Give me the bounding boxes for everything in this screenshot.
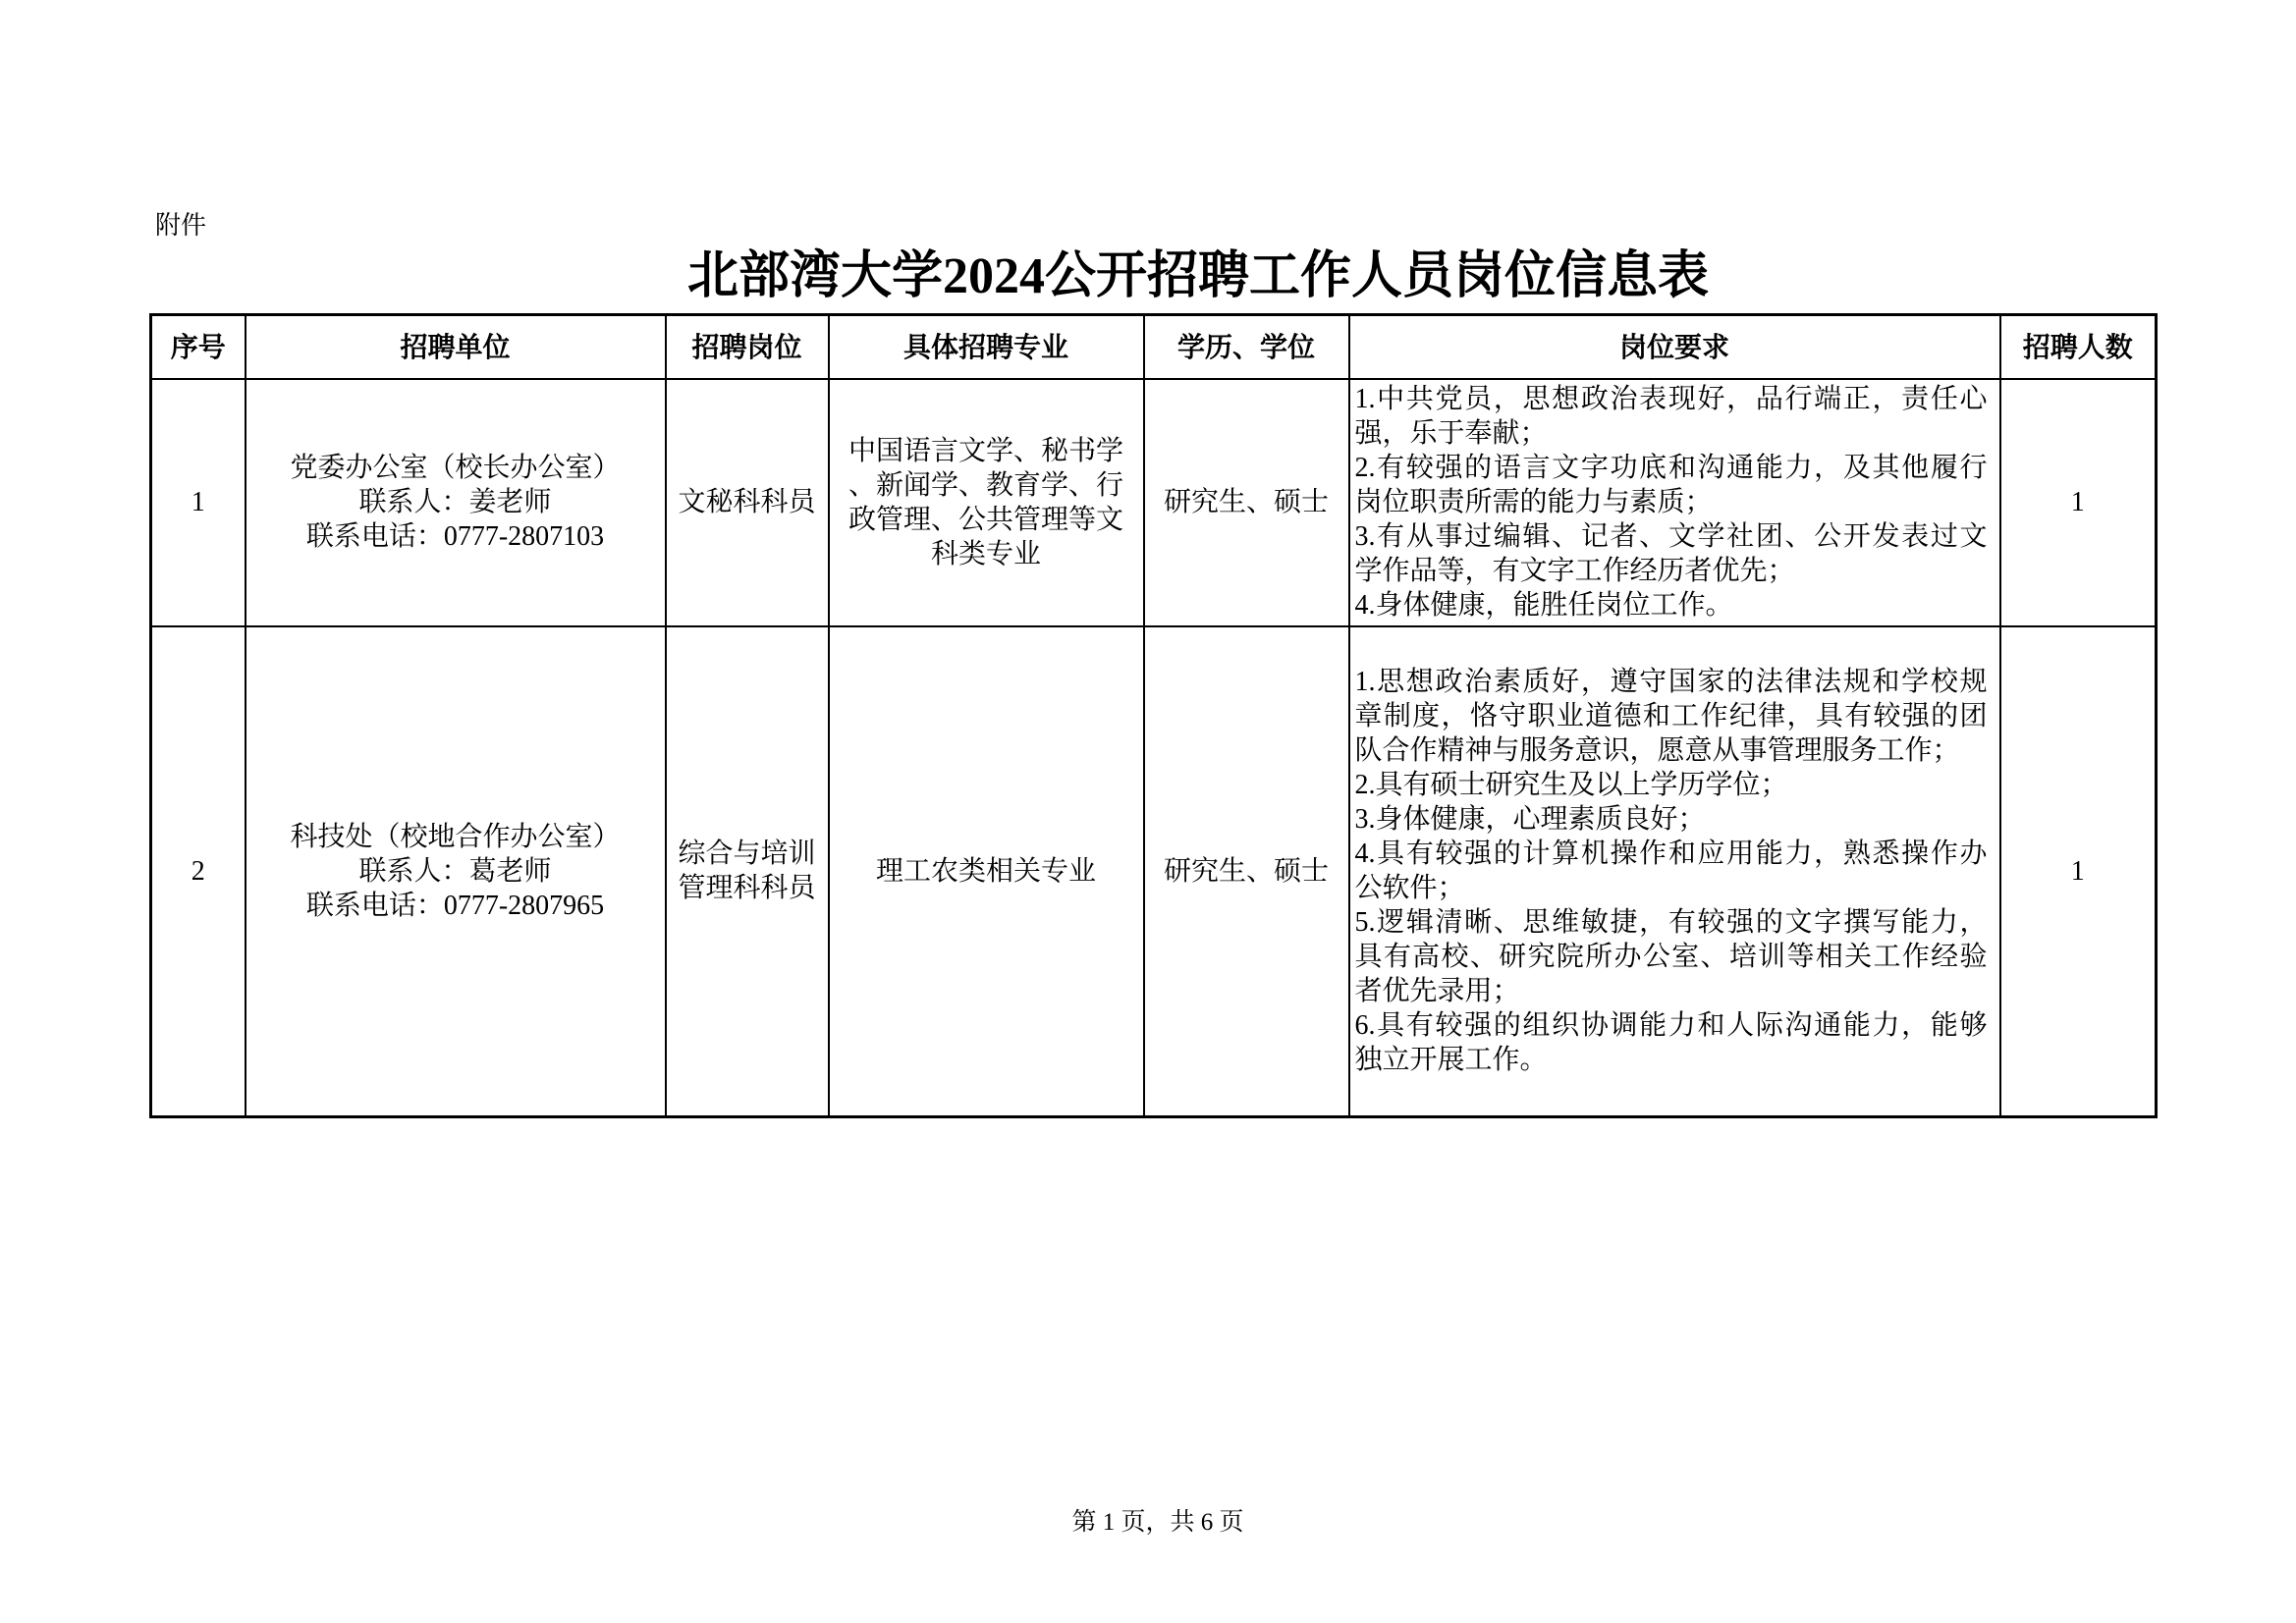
cell-count: 1: [2000, 379, 2157, 626]
major-line: 、新闻学、教育学、行: [847, 469, 1123, 501]
cell-unit: [246, 379, 666, 626]
position-line: 文秘科科员: [678, 487, 816, 517]
requirement-line: 1.思想政治素质好，遵守国家的法律法规和学校规: [1354, 667, 1988, 698]
contact-phone: 联系电话：0777-2807103: [305, 521, 605, 552]
requirement-line: 3.身体健康，心理素质良好；: [1354, 804, 1706, 836]
cell-index: 2: [151, 626, 246, 1117]
requirement-line: 4.身体健康，能胜任岗位工作。: [1354, 590, 1733, 621]
header-index: 序号: [151, 315, 246, 379]
major-line: 科类专业: [930, 538, 1041, 569]
position-line: 管理科科员: [678, 873, 816, 904]
requirement-item: [1355, 519, 1988, 588]
header-requirements: 岗位要求: [1349, 315, 2000, 379]
cell-unit: [246, 626, 666, 1117]
major-line: 政管理、公共管理等文: [847, 504, 1123, 535]
requirement-line: 6.具有较强的组织协调能力和人际沟通能力，能够: [1354, 1010, 1988, 1042]
requirement-line: 1.中共党员，思想政治表现好，品行端正，责任心: [1354, 384, 1988, 414]
cell-position: [666, 626, 829, 1117]
requirement-item: [1355, 1008, 1988, 1077]
requirement-line: 强，乐于奉献；: [1354, 418, 1548, 449]
page-indicator: 第 1 页，共 6 页: [1071, 1509, 1244, 1536]
position-info-table: [149, 313, 2158, 1118]
requirement-line: 队合作精神与服务意识，愿意从事管理服务工作；: [1354, 735, 1960, 767]
cell-major: [829, 626, 1144, 1117]
table-row: [151, 626, 2157, 1117]
cell-requirements: [1349, 379, 2000, 626]
requirement-line: 公软件；: [1354, 873, 1465, 904]
requirement-line: 5.逻辑清晰、思维敏捷，有较强的文字撰写能力，: [1354, 907, 1988, 939]
major-line: 理工农类相关专业: [875, 855, 1096, 887]
contact-phone: 联系电话：0777-2807965: [305, 890, 605, 921]
requirement-line: 独立开展工作。: [1354, 1045, 1548, 1076]
requirement-line: 4.具有较强的计算机操作和应用能力，熟悉操作办: [1354, 839, 1988, 870]
cell-index: 1: [151, 379, 246, 626]
position-line: 综合与培训: [678, 839, 816, 870]
major-line: 中国语言文学、秘书学: [847, 435, 1123, 466]
requirement-item: [1355, 451, 1988, 519]
requirement-line: 学作品等，有文字工作经历者优先；: [1354, 556, 1795, 586]
table-row: [151, 379, 2157, 626]
requirement-line: 具有高校、研究院所办公室、培训等相关工作经验: [1354, 942, 1988, 973]
header-position: 招聘岗位: [666, 315, 829, 379]
header-major: 具体招聘专业: [829, 315, 1144, 379]
table-header-row: [151, 315, 2157, 379]
requirement-line: 2.有较强的语言文字功底和沟通能力，及其他履行: [1354, 453, 1988, 483]
requirement-item: [1355, 665, 1988, 768]
requirement-item: [1355, 768, 1988, 802]
header-unit: 招聘单位: [246, 315, 666, 379]
unit-name: 科技处（校地合作办公室）: [290, 821, 621, 852]
cell-position: [666, 379, 829, 626]
requirement-line: 3.有从事过编辑、记者、文学社团、公开发表过文: [1354, 521, 1988, 552]
header-count: 招聘人数: [2000, 315, 2157, 379]
requirement-item: [1355, 382, 1988, 451]
requirement-line: 2.具有硕士研究生及以上学历学位；: [1354, 770, 1788, 801]
header-degree: 学历、学位: [1144, 315, 1349, 379]
cell-requirements: [1349, 626, 2000, 1117]
table-container: [149, 313, 2158, 1118]
requirement-item: [1355, 905, 1988, 1008]
attachment-label: 附件: [155, 210, 207, 240]
requirement-item: [1355, 802, 1988, 837]
cell-degree: 研究生、硕士: [1144, 379, 1349, 626]
requirement-line: 岗位职责所需的能力与素质；: [1354, 487, 1713, 517]
requirement-item: [1355, 837, 1988, 905]
requirement-item: [1355, 588, 1988, 622]
unit-name: 党委办公室（校长办公室）: [290, 453, 621, 483]
requirement-line: 章制度，恪守职业道德和工作纪律，具有较强的团: [1354, 701, 1988, 732]
document-title: 北部湾大学2024公开招聘工作人员岗位信息表: [686, 248, 1710, 304]
contact-person: 联系人：葛老师: [358, 855, 552, 887]
cell-count: 1: [2000, 626, 2157, 1117]
cell-major: [829, 379, 1144, 626]
cell-degree: 研究生、硕士: [1144, 626, 1349, 1117]
contact-person: 联系人：姜老师: [358, 487, 552, 517]
requirement-line: 者优先录用；: [1354, 976, 1520, 1007]
